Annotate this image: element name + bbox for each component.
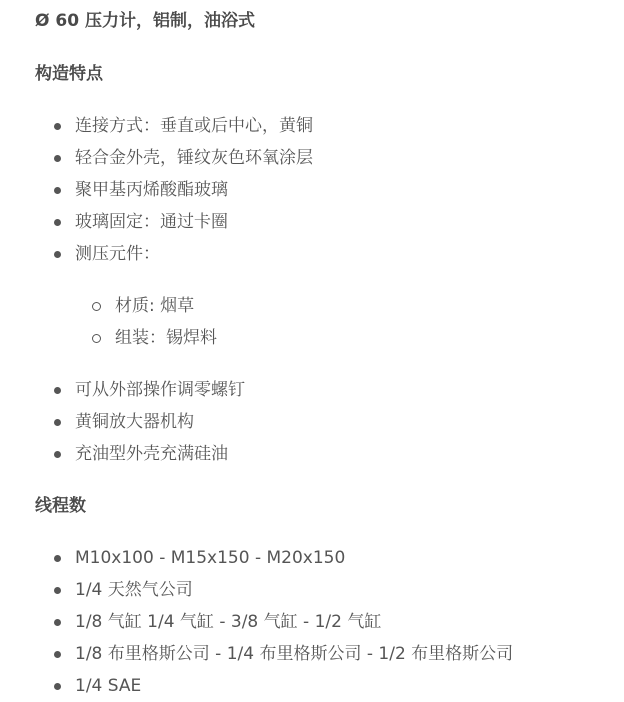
list-item-text: 可从外部操作调零螺钉: [75, 380, 245, 400]
list-item: [0, 238, 313, 270]
list-item-text: M10x100 - M15x150 - M20x150: [75, 548, 346, 568]
bullet-icon: [54, 155, 61, 162]
list-item: [0, 606, 513, 638]
list-item: [0, 438, 245, 470]
page-title: Ø 60 压力计，铝制，油浴式: [35, 11, 255, 31]
bullet-icon: [54, 683, 61, 690]
features-list-continued: [0, 374, 245, 470]
features-heading: 构造特点: [35, 64, 103, 84]
bullet-icon: [54, 219, 61, 226]
list-item: [0, 174, 313, 206]
list-item-text: 连接方式：垂直或后中心，黄铜: [75, 116, 313, 136]
bullet-icon: [54, 451, 61, 458]
bullet-icon: [54, 619, 61, 626]
list-item-text: 1/4 天然气公司: [75, 580, 193, 600]
circle-bullet-icon: [92, 302, 101, 311]
list-item: [0, 406, 245, 438]
bullet-icon: [54, 587, 61, 594]
sub-list-item: [0, 290, 217, 322]
features-list: [0, 110, 313, 270]
bullet-icon: [54, 251, 61, 258]
list-item-text: 测压元件：: [75, 244, 160, 264]
list-item: [0, 638, 513, 670]
list-item: [0, 374, 245, 406]
sub-list-item: [0, 322, 217, 354]
list-item-text: 玻璃固定：通过卡圈: [75, 212, 228, 232]
list-item: [0, 542, 513, 574]
list-item-text: 黄铜放大器机构: [75, 412, 194, 432]
sub-list-item-text: 组装：锡焊料: [115, 328, 217, 348]
sub-list-item-text: 材质: 烟草: [115, 296, 195, 316]
bullet-icon: [54, 187, 61, 194]
bullet-icon: [54, 651, 61, 658]
list-item: [0, 110, 313, 142]
threads-list: [0, 542, 513, 702]
pressure-element-sublist: [0, 290, 217, 354]
list-item-text: 充油型外壳充满硅油: [75, 444, 228, 464]
bullet-icon: [54, 419, 61, 426]
list-item-text: 轻合金外壳，锤纹灰色环氧涂层: [75, 148, 313, 168]
circle-bullet-icon: [92, 334, 101, 343]
bullet-icon: [54, 555, 61, 562]
threads-heading: 线程数: [35, 496, 86, 516]
list-item: [0, 142, 313, 174]
list-item-text: 1/8 布里格斯公司 - 1/4 布里格斯公司 - 1/2 布里格斯公司: [75, 644, 514, 664]
list-item-text: 1/4 SAE: [75, 676, 142, 696]
list-item: [0, 206, 313, 238]
bullet-icon: [54, 123, 61, 130]
list-item-text: 1/8 气缸 1/4 气缸 - 3/8 气缸 - 1/2 气缸: [75, 612, 382, 632]
list-item-text: 聚甲基丙烯酸酯玻璃: [75, 180, 228, 200]
bullet-icon: [54, 387, 61, 394]
list-item: [0, 574, 513, 606]
list-item: [0, 670, 513, 702]
